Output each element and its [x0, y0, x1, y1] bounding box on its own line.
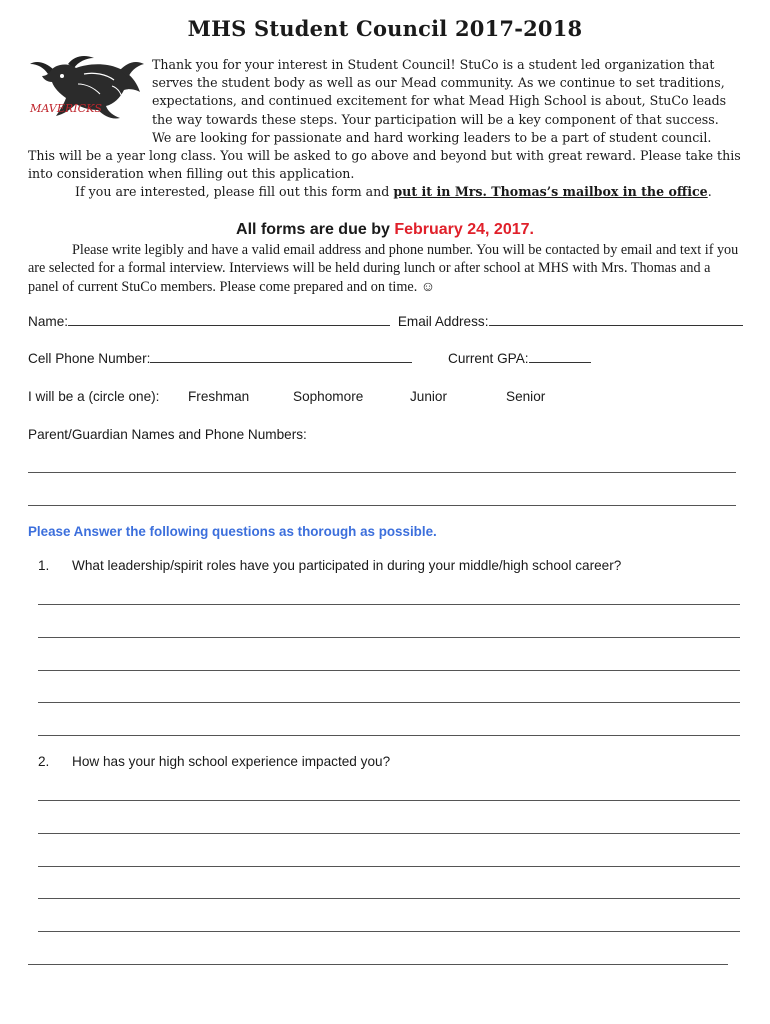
parent-label: Parent/Guardian Names and Phone Numbers: [28, 427, 307, 442]
name-field-row [28, 314, 743, 329]
answer-1-line-3[interactable] [38, 670, 740, 671]
answer-2-line-5[interactable] [38, 931, 740, 932]
answer-1-line-5[interactable] [38, 735, 740, 736]
question-2-number: 2. [38, 754, 50, 769]
intro-text [28, 56, 742, 202]
cell-phone-field[interactable] [150, 351, 412, 363]
question-1-number: 1. [38, 558, 50, 573]
email-field[interactable] [489, 314, 743, 326]
answer-1-line-2[interactable] [38, 637, 740, 638]
answer-1-line-4[interactable] [38, 702, 740, 703]
answer-2-line-1[interactable] [38, 800, 740, 801]
due-date-heading [0, 221, 770, 239]
grade-option-freshman[interactable]: Freshman [188, 389, 250, 404]
answer-1-line-1[interactable] [38, 604, 740, 605]
page-title: MHS Student Council 2017-2018 [187, 16, 583, 41]
gpa-label: Current GPA: [448, 351, 529, 366]
instructions [28, 241, 744, 296]
mailbox-instruction: put it in Mrs. Thomas’s mailbox in the office [393, 184, 708, 200]
gpa-field-row [448, 351, 591, 366]
answer-2-line-4[interactable] [38, 898, 740, 899]
name-label: Name: [28, 314, 69, 329]
grade-option-junior[interactable]: Junior [410, 389, 448, 404]
email-label: Email Address: [397, 314, 489, 329]
answer-2-line-2[interactable] [38, 833, 740, 834]
parent-line-2[interactable] [28, 505, 736, 506]
grade-label: I will be a (circle one): [28, 389, 160, 404]
name-field[interactable] [68, 314, 390, 326]
cell-field-row [28, 351, 412, 366]
intro-paragraph-3 [28, 183, 742, 201]
due-prefix: All forms are due by [236, 221, 395, 238]
answer-2-line-3[interactable] [38, 866, 740, 867]
instructions-text: Please write legibly and have a valid email address and phone number. You will be contacted by email and text if you are selected for a formal interview. Interviews will be held during lunch or after school at MHS with Mrs. Thomas and a panel of current StuCo members. Please come prepared and on time. ☺ [28, 242, 739, 295]
intro-paragraph-2: We are looking for passionate and hard working leaders to be a part of student council. This will be a year long class. You will be asked to go above and beyond but with great reward. Please take this into consideration when filling out this application. [28, 129, 741, 182]
parent-line-1[interactable] [28, 472, 736, 473]
intro-paragraph-3-end: . [707, 184, 712, 200]
gpa-field[interactable] [529, 351, 591, 363]
grade-option-sophomore[interactable]: Sophomore [293, 389, 364, 404]
question-2-text: How has your high school experience impacted you? [72, 754, 391, 769]
questions-prompt: Please Answer the following questions as thorough as possible. [28, 524, 437, 539]
question-1-text: What leadership/spirit roles have you participated in during your middle/high school career? [72, 558, 622, 573]
intro-paragraph-3-start: If you are interested, please fill out this form and [75, 184, 394, 200]
grade-option-senior[interactable]: Senior [506, 389, 546, 404]
due-date: February 24, 2017. [394, 221, 534, 238]
intro-paragraph-1: Thank you for your interest in Student Council! StuCo is a student led organization that serves the student body as well as our Mead community. As we continue to set traditions, expectations, and continued excitement for what Mead High School is about, StuCo leads the way towards these steps. Your participation will be a key component of that success. [152, 57, 727, 127]
answer-2-line-6[interactable] [28, 964, 728, 965]
logo-wordmark: MAVERICKS [28, 102, 103, 115]
cell-label: Cell Phone Number: [28, 351, 151, 366]
